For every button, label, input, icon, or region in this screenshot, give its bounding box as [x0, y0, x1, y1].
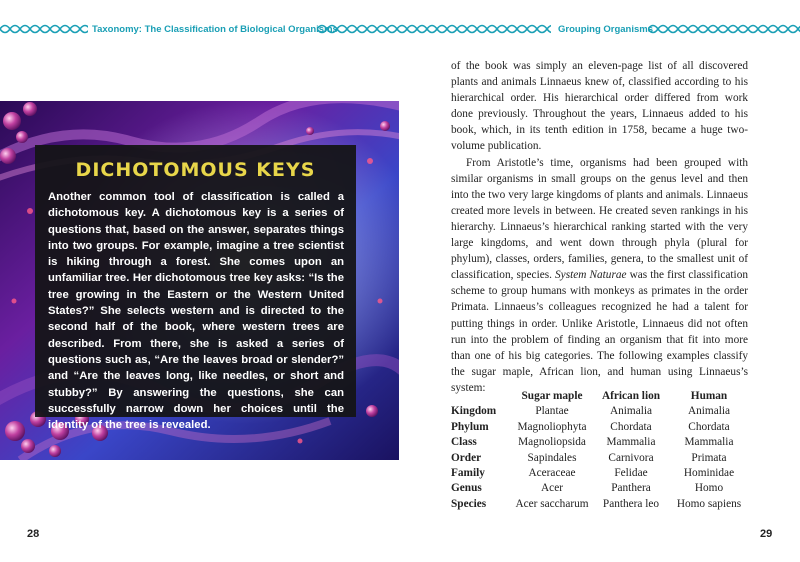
rank-label: Order [451, 451, 482, 464]
table-cell: Plantae [535, 405, 569, 418]
table-cell: Animalia [609, 405, 653, 418]
rank-column-header [451, 389, 509, 404]
table-header-row [451, 389, 751, 404]
table-cell: Felidae [614, 467, 648, 480]
rank-label: Family [451, 467, 485, 480]
table-cell: Mammalia [606, 436, 656, 449]
table-cell: Acer [541, 482, 563, 495]
table-row [451, 404, 751, 419]
table-cell: Homo [694, 482, 724, 495]
table-cell: Chordata [688, 420, 730, 433]
column-header-sugar-maple: Sugar maple [521, 390, 583, 402]
table-row [451, 481, 751, 496]
table-row [451, 420, 751, 435]
page-number-left: 28 [27, 528, 40, 540]
paragraph-2-part-a: From Aristotle’s time, organisms had been grouped with similar organisms in small groups on the genus level and then into the two very large kingdoms of plants and animals. Linnaeus created more levels in between. He created seven rankings in his hierarchy. Linnaeus’s hierarchical ranking started with the very large kingdoms, and went down through phyla (plural for phylum), classes, orders, families, genera, to the smallest unit of classification, species. [451, 156, 748, 282]
rank-label: Class [451, 436, 477, 449]
table-cell: Magnoliophyta [517, 420, 587, 433]
sidebar-dichotomous-keys [35, 145, 356, 432]
main-body-text [451, 58, 748, 396]
table-row [451, 497, 751, 512]
table-cell: Aceraceae [528, 467, 576, 480]
running-header [0, 0, 800, 44]
paragraph-1: of the book was simply an eleven-page list of all discovered plants and animals Linnaeus knew of, classified according to his hierarchical order. His hierarchical order differed from work done previously. Throughout the years, Linnaeus added to his book, which, in its tenth edition in 1758, became a huge two-volume publication. [451, 60, 748, 153]
table-cell: Hominidae [683, 467, 735, 480]
dna-strand-decoration-left [0, 21, 88, 37]
table-cell: Magnoliopsida [518, 436, 586, 449]
table-cell: Homo sapiens [676, 497, 742, 510]
classification-table [451, 389, 751, 512]
table-cell: Panthera [611, 482, 651, 495]
table-cell: Sapindales [527, 451, 577, 464]
dna-strand-decoration-right [648, 21, 800, 37]
table-cell: Chordata [610, 420, 652, 433]
rank-label: Species [451, 497, 487, 510]
table-row [451, 451, 751, 466]
table-cell: Acer saccharum [515, 497, 589, 510]
table-row [451, 466, 751, 481]
book-title-italic: System Naturae [555, 269, 627, 282]
column-header-human: Human [690, 390, 728, 402]
table-cell: Primata [691, 451, 727, 464]
header-left-title: Taxonomy: The Classification of Biological Organisms [92, 24, 338, 35]
rank-label: Phylum [451, 420, 489, 433]
rank-label: Genus [451, 482, 482, 495]
header-right-title: Grouping Organisms [558, 24, 654, 35]
column-header-african-lion: African lion [601, 390, 661, 402]
table-cell: Carnivora [608, 451, 654, 464]
page-number-right: 29 [760, 528, 773, 540]
table-cell: Mammalia [684, 436, 734, 449]
dna-strand-decoration-middle [317, 21, 551, 37]
table-row [451, 435, 751, 450]
paragraph-2 [451, 155, 748, 396]
sidebar-title: DICHOTOMOUS KEYS [75, 159, 316, 181]
table-cell: Animalia [687, 405, 731, 418]
paragraph-2-part-b: was the first classification scheme to group humans with monkeys as primates in the order Primata. Linnaeus’s colleagues recognized he had a talent for putting things in order. Unlike Aristotle, Linnaeus did not often run into the problem of finding an organism that fit into more than one of his big categories. The following examples classify the sugar maple, African lion, and human using Linnaeus’s system: [451, 269, 748, 394]
rank-label: Kingdom [451, 405, 497, 418]
table-cell: Panthera leo [602, 497, 660, 510]
sidebar-body-text: Another common tool of classification is called a dichotomous key. A dichotomous key is a series of questions that, based on the answer, separates things into two groups. For example, imagine a tree scientist is hiking through a forest. She comes upon an unfamiliar tree. Her dichotomous tree key asks: “Is the tree growing in the Eastern or the Western United States?” She selects western and is directed to the second half of the book, where western trees are described. From there, she is asked a series of questions such as, “Are the leaves broad or slender?” and “Are the leaves long, like needles, or short and stubby?” By answering the questions, she can successfully narrow down her choices until the identity of the tree is revealed. [48, 191, 344, 432]
